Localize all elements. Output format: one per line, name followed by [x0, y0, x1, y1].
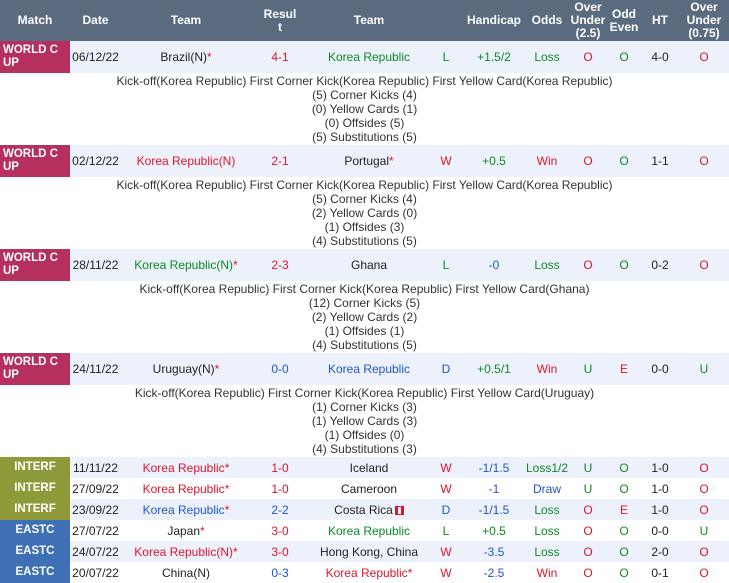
league-badge[interactable]: EASTC [0, 520, 70, 541]
substitutions: (4) Substitutions (5) [312, 234, 417, 248]
odds-result: Loss [534, 50, 560, 64]
away-team[interactable]: Korea Republic [327, 523, 411, 538]
header-row [0, 0, 729, 41]
offsides: (1) Offsides (3) [324, 220, 405, 234]
odds-result: Loss [534, 502, 560, 517]
table-row[interactable] [0, 520, 729, 541]
away-team[interactable]: Portugal* [344, 154, 394, 168]
table-row[interactable] [0, 478, 729, 499]
home-team[interactable]: Korea Republic(N) [136, 154, 236, 168]
score[interactable]: 1-0 [271, 481, 289, 496]
league-badge[interactable]: WORLD C UP [0, 249, 70, 281]
home-team[interactable]: Korea Republic(N)* [134, 258, 238, 272]
score[interactable]: 2-1 [271, 154, 289, 168]
col-header-result[interactable]: Resul t [251, 0, 309, 41]
odd-even: O [619, 154, 629, 168]
col-header-odds[interactable]: Odds [525, 0, 569, 41]
table-row[interactable] [0, 457, 729, 478]
win-loss: D [441, 362, 451, 376]
away-team[interactable]: Hong Kong, China [319, 544, 419, 559]
handicap: +0.5 [482, 154, 506, 168]
corner-kicks: (12) Corner Kicks (5) [308, 296, 421, 310]
handicap: +1.5/2 [477, 50, 511, 64]
match-date: 28/11/22 [72, 258, 119, 272]
col-header-home-team[interactable]: Team [121, 0, 251, 41]
half-time: 1-0 [651, 460, 669, 475]
match-details [0, 385, 729, 457]
home-team[interactable]: Japan* [167, 523, 205, 538]
col-header-date[interactable]: Date [70, 0, 121, 41]
odd-even: O [619, 544, 629, 559]
yellow-cards: (2) Yellow Cards (2) [311, 310, 418, 324]
red-card-flag-icon [395, 506, 404, 515]
handicap: -3.5 [483, 544, 505, 559]
match-date: 06/12/22 [72, 50, 119, 64]
match-date: 24/11/22 [72, 362, 119, 376]
yellow-cards: (0) Yellow Cards (1) [311, 102, 418, 116]
odd-even: O [619, 460, 629, 475]
win-loss: L [442, 50, 450, 64]
match-date: 02/12/22 [72, 154, 119, 168]
score[interactable]: 2-2 [271, 502, 289, 517]
win-loss: W [440, 460, 452, 475]
home-team[interactable]: Brazil(N)* [160, 50, 212, 64]
table-row[interactable] [0, 145, 729, 177]
odd-even: E [619, 362, 628, 376]
score[interactable]: 3-0 [271, 544, 289, 559]
handicap: -2.5 [483, 565, 505, 580]
score[interactable]: 4-1 [271, 50, 289, 64]
win-loss: L [442, 523, 450, 538]
handicap: -0 [488, 258, 500, 272]
first-events: Kick-off(Korea Republic) First Corner Kick(Korea Republic) First Yellow Card(Uruguay) [134, 386, 595, 400]
match-date: 20/07/22 [72, 565, 119, 580]
away-team[interactable]: Ghana [350, 258, 388, 272]
half-time: 0-0 [651, 523, 669, 538]
table-row[interactable] [0, 353, 729, 385]
over-under: O [583, 502, 593, 517]
over-under: O [583, 523, 593, 538]
match-details [0, 281, 729, 353]
win-loss: D [441, 502, 451, 517]
odds-result: Loss [534, 544, 560, 559]
odds-result: Win [536, 565, 558, 580]
win-loss: W [440, 544, 452, 559]
away-team[interactable]: Korea Republic [327, 362, 411, 376]
win-loss: W [440, 154, 452, 168]
odds-result: Loss [534, 523, 560, 538]
league-badge[interactable]: WORLD C UP [0, 353, 70, 385]
over-under: O [583, 50, 593, 64]
over-under: U [583, 481, 593, 496]
match-date: 23/09/22 [72, 502, 119, 517]
offsides: (0) Offsides (5) [324, 116, 405, 130]
score[interactable]: 0-3 [271, 565, 289, 580]
over-under: O [583, 154, 593, 168]
table-row[interactable] [0, 249, 729, 281]
offsides: (1) Offsides (0) [324, 428, 405, 442]
odd-even: O [619, 50, 629, 64]
over-under-075: U [699, 523, 709, 538]
col-header-match[interactable]: Match [0, 0, 70, 41]
over-under-075: O [699, 565, 709, 580]
away-team[interactable]: Korea Republic* [325, 565, 413, 580]
score[interactable]: 1-0 [271, 460, 289, 475]
score[interactable]: 0-0 [271, 362, 289, 376]
col-header-ht[interactable]: HT [641, 0, 679, 41]
league-badge[interactable]: WORLD C UP [0, 41, 70, 73]
yellow-cards: (2) Yellow Cards (0) [311, 206, 418, 220]
half-time: 1-0 [651, 481, 669, 496]
over-under-075: O [699, 460, 709, 475]
col-header-over-under[interactable]: Over Under (2.5) [570, 0, 606, 40]
home-team[interactable]: Korea Republic* [142, 460, 230, 475]
over-under: U [583, 460, 593, 475]
substitutions: (4) Substitutions (5) [312, 338, 417, 352]
substitutions: (4) Substitutions (3) [312, 442, 417, 456]
home-team[interactable]: China(N) [161, 565, 210, 580]
over-under: O [583, 565, 593, 580]
match-details [0, 177, 729, 249]
table-row[interactable] [0, 562, 729, 583]
win-loss: W [440, 565, 452, 580]
half-time: 4-0 [651, 50, 669, 64]
match-date: 27/07/22 [72, 523, 119, 538]
odds-result: Loss [534, 258, 560, 272]
half-time: 1-1 [651, 154, 669, 168]
away-team[interactable]: Korea Republic [327, 50, 411, 64]
col-header-away-team[interactable]: Team [309, 0, 429, 41]
odd-even: O [619, 523, 629, 538]
league-badge[interactable]: EASTC [0, 562, 70, 583]
over-under: O [583, 544, 593, 559]
half-time: 0-0 [651, 362, 669, 376]
over-under-075: O [699, 481, 709, 496]
first-events: Kick-off(Korea Republic) First Corner Kick(Korea Republic) First Yellow Card(Korea Republic) [116, 74, 613, 88]
home-team[interactable]: Korea Republic(N)* [134, 544, 238, 559]
win-loss: L [442, 258, 450, 272]
handicap: +0.5/1 [477, 362, 511, 376]
first-events: Kick-off(Korea Republic) First Corner Kick(Korea Republic) First Yellow Card(Korea Republic) [116, 178, 613, 192]
match-date: 27/09/22 [72, 481, 119, 496]
odds-result: Loss1/2 [525, 460, 569, 475]
offsides: (1) Offsides (1) [324, 324, 405, 338]
half-time: 2-0 [651, 544, 669, 559]
handicap: +0.5 [482, 523, 506, 538]
match-date: 11/11/22 [73, 460, 118, 475]
league-badge[interactable]: INTERF [0, 457, 70, 478]
odd-even: E [619, 502, 628, 517]
handicap: -1 [488, 481, 500, 496]
home-team[interactable]: Uruguay(N)* [152, 362, 220, 376]
first-events: Kick-off(Korea Republic) First Corner Kick(Korea Republic) First Yellow Card(Ghana) [139, 282, 590, 296]
away-team[interactable]: Iceland [349, 460, 389, 475]
score[interactable]: 3-0 [271, 523, 289, 538]
odd-even: O [619, 565, 629, 580]
corner-kicks: (1) Corner Kicks (3) [312, 400, 417, 414]
table-row[interactable] [0, 499, 729, 520]
col-header-odd-even[interactable]: Odd Even [607, 0, 641, 41]
odd-even: O [619, 481, 629, 496]
table-row[interactable] [0, 41, 729, 73]
away-team[interactable]: Cameroon [340, 481, 398, 496]
match-date: 24/07/22 [72, 544, 119, 559]
over-under-075: O [699, 258, 709, 272]
over-under-075: O [699, 502, 709, 517]
over-under: U [583, 362, 593, 376]
half-time: 1-0 [651, 502, 669, 517]
match-details [0, 73, 729, 145]
over-under-075: O [699, 154, 709, 168]
league-badge[interactable]: INTERF [0, 499, 70, 520]
table-row[interactable] [0, 541, 729, 562]
league-badge[interactable]: WORLD C UP [0, 145, 70, 177]
handicap: -1/1.5 [478, 502, 510, 517]
yellow-cards: (1) Yellow Cards (3) [311, 414, 418, 428]
win-loss: W [440, 481, 452, 496]
col-header-over-under-075[interactable]: Over Under (0.75) [679, 0, 729, 41]
col-header-handicap[interactable]: Handicap [463, 0, 525, 41]
odds-result: Win [536, 154, 558, 168]
odds-result: Win [536, 362, 558, 376]
handicap: -1/1.5 [478, 460, 510, 475]
corner-kicks: (5) Corner Kicks (4) [312, 88, 417, 102]
odd-even: O [619, 258, 629, 272]
away-team[interactable]: Costa Rica [309, 499, 429, 520]
half-time: 0-1 [651, 565, 669, 580]
league-badge[interactable]: INTERF [0, 478, 70, 499]
half-time: 0-2 [651, 258, 669, 272]
substitutions: (5) Substitutions (5) [312, 130, 417, 144]
over-under-075: O [699, 544, 709, 559]
corner-kicks: (5) Corner Kicks (4) [312, 192, 417, 206]
home-team[interactable]: Korea Republic* [142, 502, 230, 517]
over-under: O [583, 258, 593, 272]
odds-result: Draw [532, 481, 561, 496]
over-under-075: O [699, 50, 709, 64]
col-header-wl [429, 0, 463, 41]
score[interactable]: 2-3 [271, 258, 289, 272]
home-team[interactable]: Korea Republic* [142, 481, 230, 496]
league-badge[interactable]: EASTC [0, 541, 70, 562]
over-under-075: U [699, 362, 709, 376]
